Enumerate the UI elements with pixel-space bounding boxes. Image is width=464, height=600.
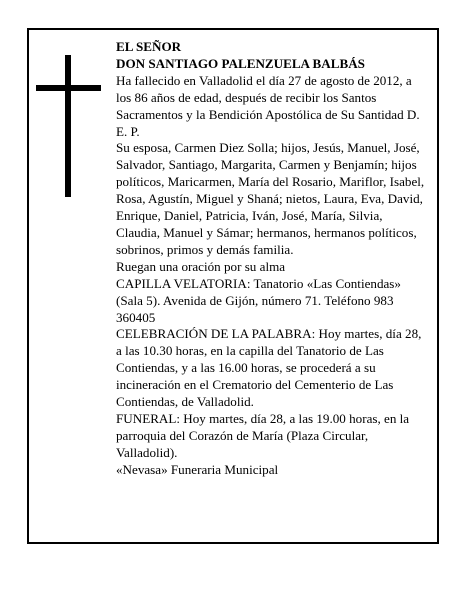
funeral-home: «Nevasa» Funeraria Municipal [116, 461, 279, 477]
cross-horizontal-bar [36, 85, 101, 91]
death-announcement: Ha fallecido en Valladolid el día 27 de agosto de 2012, a los 86 años de edad, después de recibir los Santos Sacramentos y la Bendición Apostólica de Su Santidad D. E. P. [116, 72, 420, 139]
family-list: Su esposa, Carmen Diez Solla; hijos, Jesús, Manuel, José, Salvador, Santiago, Margarita, Carmen y Benjamín; hijos políticos, Maricarmen, María del Rosario, Mariflor, Isabel, Rosa, Agustín, Miguel y Shaná; nietos, Laura, Eva, David, Enrique, Daniel, Patricia, Iván, José, María, Silvia, Claudia, Manuel y Sámar; hermanos, hermanos políticos, sobrinos, primos y demás familia. [116, 140, 425, 257]
notice-text [116, 39, 428, 479]
notice-title: EL SEÑOR [116, 39, 182, 54]
cross-vertical-bar [65, 55, 71, 197]
funeral-info: FUNERAL: Hoy martes, día 28, a las 19.00 horas, en la parroquia del Corazón de María (Plaza Circular, Valladolid). [116, 410, 410, 460]
celebration-info: CELEBRACIÓN DE LA PALABRA: Hoy martes, día 28, a las 10.30 horas, en la capilla del Tanatorio de Las Contiendas, y a las 16.00 horas, se procederá a su incineración en el Crematorio del Cementerio de Las Contiendas, de Valladolid. [116, 326, 422, 410]
cross-icon [36, 55, 101, 197]
chapel-info: CAPILLA VELATORIA: Tanatorio «Las Contiendas» (Sala 5). Avenida de Gijón, número 71. Teléfono 983 360405 [116, 275, 401, 325]
deceased-name: DON SANTIAGO PALENZUELA BALBÁS [116, 55, 365, 71]
prayer-request: Ruegan una oración por su alma [116, 258, 286, 274]
